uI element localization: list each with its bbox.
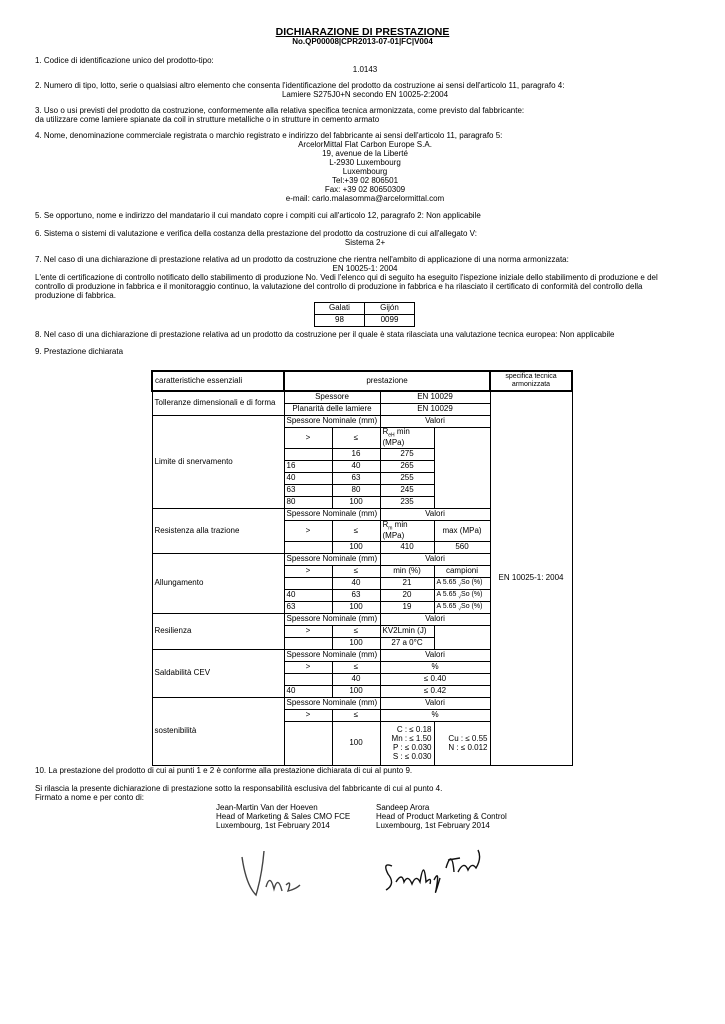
cell: 40 xyxy=(332,578,380,590)
section-9: 9. Prestazione dichiarata xyxy=(35,347,124,356)
cell: EN 10029 xyxy=(380,391,490,404)
weldability-label: Saldabilità CEV xyxy=(152,650,284,698)
unit: R xyxy=(382,520,389,530)
cell: Spessore xyxy=(284,391,380,404)
cell: 16 xyxy=(284,461,332,473)
section-7-body-line: controllo di produzione in fabbrica e il monitoraggio continuo, la valutazione del controllo di produzione in fabbrica e ha rilasciato il certificato di conformità del controllo della xyxy=(35,281,643,291)
cell: max (MPa) xyxy=(434,521,490,542)
cell: ≤ 0.40 xyxy=(380,674,490,686)
signature-1 xyxy=(236,845,316,903)
unit-rest: So (%) xyxy=(461,578,483,586)
cell: Planarità delle lamiere xyxy=(284,404,380,416)
cell: 40 xyxy=(284,590,332,602)
tolerances-label: Tolleranze dimensionali e di forma xyxy=(152,391,284,416)
sustainability-label: sostenibilità xyxy=(152,698,284,766)
unit: A 5.65 xyxy=(436,590,459,598)
cell: ≤ xyxy=(332,662,380,674)
cell: 16 xyxy=(332,449,380,461)
cell: 100 xyxy=(332,722,380,766)
section-5: 5. Se opportuno, nome e indirizzo del mandatario il cui mandato copre i compiti cui all'articolo 12, paragrafo 2: Non applicabile xyxy=(35,211,481,220)
unit: A 5.65 xyxy=(436,602,459,610)
cell: > xyxy=(284,626,332,638)
phosphorus: P : ≤ 0.030 xyxy=(393,742,432,752)
cell: min (%) xyxy=(380,566,434,578)
section-7-value: EN 10025-1: 2004 xyxy=(332,264,398,273)
composition-col2 xyxy=(434,722,490,766)
cell xyxy=(380,521,434,542)
signer-1 xyxy=(216,803,350,831)
cell: ≤ xyxy=(332,521,380,542)
cell: Valori xyxy=(380,509,490,521)
manufacturer-address xyxy=(35,141,695,204)
table-row xyxy=(315,315,415,327)
unit-rest: So (%) xyxy=(461,602,483,610)
phone: Tel:+39 02 806501 xyxy=(331,175,399,185)
header-characteristics: caratteristiche essenziali xyxy=(152,371,284,391)
cell: 245 xyxy=(380,485,434,497)
cell xyxy=(284,542,332,554)
signer-1-title: Head of Marketing & Sales CMO FCE xyxy=(216,812,351,822)
cell: > xyxy=(284,566,332,578)
section-7-body-line: L'ente di certificazione di controllo notificato dello stabilimento di produzione No. Vedi l'elenco qui di seguito ha eseguito l'ispezione iniziale dello stabilimento di produzione e del xyxy=(35,273,658,282)
email: e-mail: carlo.malasomma@arcelormittal.com xyxy=(285,193,445,203)
unit: A 5.65 xyxy=(436,578,459,586)
cell: Spessore Nominale (mm) xyxy=(284,614,380,626)
cell: Valori xyxy=(380,698,490,710)
cell: 80 xyxy=(332,485,380,497)
document-title: DICHIARAZIONE DI PRESTAZIONE xyxy=(275,26,450,38)
signer-2 xyxy=(376,803,507,831)
cell: ≤ 0.42 xyxy=(380,686,490,698)
cell: 100 xyxy=(332,686,380,698)
cell: ≤ xyxy=(332,428,380,449)
cell: ≤ xyxy=(332,626,380,638)
cell: Spessore Nominale (mm) xyxy=(284,698,380,710)
cell: > xyxy=(284,428,332,449)
plant-number: 0099 xyxy=(365,315,415,327)
cell xyxy=(434,578,490,590)
cell: 410 xyxy=(380,542,434,554)
cell: 63 xyxy=(284,485,332,497)
cell: 40 xyxy=(332,461,380,473)
unit: R xyxy=(382,427,389,436)
cell: 21 xyxy=(380,578,434,590)
signed-on-behalf: Firmato a nome e per conto di: xyxy=(35,793,144,802)
table-header-row xyxy=(152,371,572,391)
cell: 100 xyxy=(332,602,380,614)
section-7-label: 7. Nel caso di una dichiarazione di prestazione relativa ad un prodotto da costruzione che rientra nell'ambito di applicazione di una norma armonizzata: xyxy=(35,255,569,264)
cell: 19 xyxy=(380,602,434,614)
cell xyxy=(284,449,332,461)
cell: campioni xyxy=(434,566,490,578)
plants-table xyxy=(314,302,415,327)
section-6-label: 6. Sistema o sistemi di valutazione e verifica della costanza della prestazione del prodotto da costruzione di cui all'allegato V: xyxy=(35,229,477,238)
carbon: C : ≤ 0.18 xyxy=(396,724,432,734)
section-6-value: Sistema 2+ xyxy=(344,238,386,247)
address-country: Luxembourg xyxy=(342,166,388,176)
cell: 100 xyxy=(332,638,380,650)
cell: Spessore Nominale (mm) xyxy=(284,554,380,566)
signer-2-name: Sandeep Arora xyxy=(376,803,430,812)
cell: > xyxy=(284,521,332,542)
plant-name: Gijón xyxy=(365,303,415,315)
cell: 80 xyxy=(284,497,332,509)
cell: 63 xyxy=(284,602,332,614)
header-performance: prestazione xyxy=(284,371,490,391)
cell: 235 xyxy=(380,497,434,509)
signer-2-title: Head of Product Marketing & Control xyxy=(376,812,507,822)
composition-col1 xyxy=(380,722,434,766)
cell xyxy=(284,722,332,766)
cell xyxy=(434,428,490,509)
copper: Cu : ≤ 0.55 xyxy=(448,733,488,743)
unit-sub: √ xyxy=(458,606,462,613)
cell: 40 xyxy=(284,473,332,485)
cell xyxy=(380,428,434,449)
yield-label: Limite di snervamento xyxy=(152,416,284,509)
tensile-label: Resistenza alla trazione xyxy=(152,509,284,554)
address-street: 19, avenue de la Liberté xyxy=(322,148,408,158)
cell: > xyxy=(284,662,332,674)
sulfur: S : ≤ 0.030 xyxy=(392,751,432,761)
cell: Spessore Nominale (mm) xyxy=(284,650,380,662)
cell: ≤ xyxy=(332,566,380,578)
cell: 40 xyxy=(284,686,332,698)
section-8: 8. Nel caso di una dichiarazione di prestazione relativa ad un prodotto da costruzione per il quale è stata rilasciata una valutazione tecnica europea: Non applicabile xyxy=(35,330,615,339)
section-3-line2: da utilizzare come lamiere spianate da coil in strutture metalliche o in strutture in cemento armato xyxy=(35,115,380,124)
section-1-value: 1.0143 xyxy=(352,65,378,74)
cell: Valori xyxy=(380,554,490,566)
cell: Spessore Nominale (mm) xyxy=(284,416,380,428)
fax: Fax: +39 02 80650309 xyxy=(324,184,406,194)
cell: EN 10029 xyxy=(380,404,490,416)
table-row xyxy=(152,391,572,404)
section-1-label: 1. Codice di identificazione unico del prodotto-tipo: xyxy=(35,56,214,65)
resilience-label: Resilienza xyxy=(152,614,284,650)
elongation-label: Allungamento xyxy=(152,554,284,614)
cell: 20 xyxy=(380,590,434,602)
cell: 100 xyxy=(332,542,380,554)
address-city: L-2930 Luxembourg xyxy=(329,157,401,167)
signer-1-name: Jean-Martin Van der Hoeven xyxy=(216,803,318,812)
section-3-line1: 3. Uso o usi previsti del prodotto da costruzione, conformemente alla relativa specifica tecnica armonizzata, come previsto dal fabbricante: xyxy=(35,106,525,115)
cell: 100 xyxy=(332,497,380,509)
plant-name: Galati xyxy=(315,303,365,315)
cell: 40 xyxy=(332,674,380,686)
cell: 265 xyxy=(380,461,434,473)
cell: % xyxy=(380,662,490,674)
spec-value: EN 10025-1: 2004 xyxy=(490,391,572,766)
section-7-body-line: produzione di fabbrica. xyxy=(35,290,116,300)
cell: Valori xyxy=(380,416,490,428)
cell xyxy=(434,590,490,602)
header-spec: specifica tecnica armonizzata xyxy=(490,371,572,391)
cell: 63 xyxy=(332,590,380,602)
cell: 27 a 0°C xyxy=(380,638,434,650)
cell: 255 xyxy=(380,473,434,485)
manganese: Mn : ≤ 1.50 xyxy=(391,733,432,743)
unit-sub: m xyxy=(388,525,393,532)
performance-table xyxy=(151,370,573,766)
unit-rest: min (MPa) xyxy=(382,520,408,541)
section-7-body xyxy=(35,274,695,301)
plant-number: 98 xyxy=(315,315,365,327)
table-row xyxy=(315,303,415,315)
cell: 560 xyxy=(434,542,490,554)
section-2-value: Lamiere S275J0+N secondo EN 10025-2:2004 xyxy=(281,90,449,99)
cell: Valori xyxy=(380,614,490,626)
unit-sub: √ xyxy=(458,582,462,589)
section-10: 10. La prestazione del prodotto di cui ai punti 1 e 2 è conforme alla prestazione dichiarata di cui al punto 9. xyxy=(35,766,413,775)
section-4-label: 4. Nome, denominazione commerciale registrata o marchio registrato e indirizzo del fabbricante ai sensi dell'articolo 11, paragrafo 5: xyxy=(35,131,503,140)
signer-2-date: Luxembourg, 1st February 2014 xyxy=(376,821,490,831)
cell: Spessore Nominale (mm) xyxy=(284,509,380,521)
cell: KV2Lmin (J) xyxy=(380,626,434,638)
unit-rest: So (%) xyxy=(461,590,483,598)
nitrogen: N : ≤ 0.012 xyxy=(448,742,488,752)
signature-2 xyxy=(378,838,488,898)
cell xyxy=(284,578,332,590)
signer-1-date: Luxembourg, 1st February 2014 xyxy=(216,821,330,831)
document-number: No.QP00008|CPR2013-07-01|FC|V004 xyxy=(292,37,433,46)
unit-sub: eH xyxy=(388,432,395,439)
cell xyxy=(434,626,490,650)
cell: 275 xyxy=(380,449,434,461)
cell xyxy=(284,638,332,650)
unit-rest: min (MPa) xyxy=(382,427,410,448)
unit-sub: √ xyxy=(458,594,462,601)
cell: % xyxy=(380,710,490,722)
cell: Valori xyxy=(380,650,490,662)
cell xyxy=(284,674,332,686)
cell: ≤ xyxy=(332,710,380,722)
cell: > xyxy=(284,710,332,722)
responsibility-statement: Si rilascia la presente dichiarazione di prestazione sotto la responsabilità esclusiva del fabbricante di cui al punto 4. xyxy=(35,784,443,793)
cell xyxy=(434,602,490,614)
manufacturer-name: ArcelorMittal Flat Carbon Europe S.A. xyxy=(298,140,432,149)
cell: 63 xyxy=(332,473,380,485)
section-2-label: 2. Numero di tipo, lotto, serie o qualsiasi altro elemento che consenta l'identificazione del prodotto da costruzione ai sensi dell'articolo 11, paragrafo 4: xyxy=(35,81,565,90)
